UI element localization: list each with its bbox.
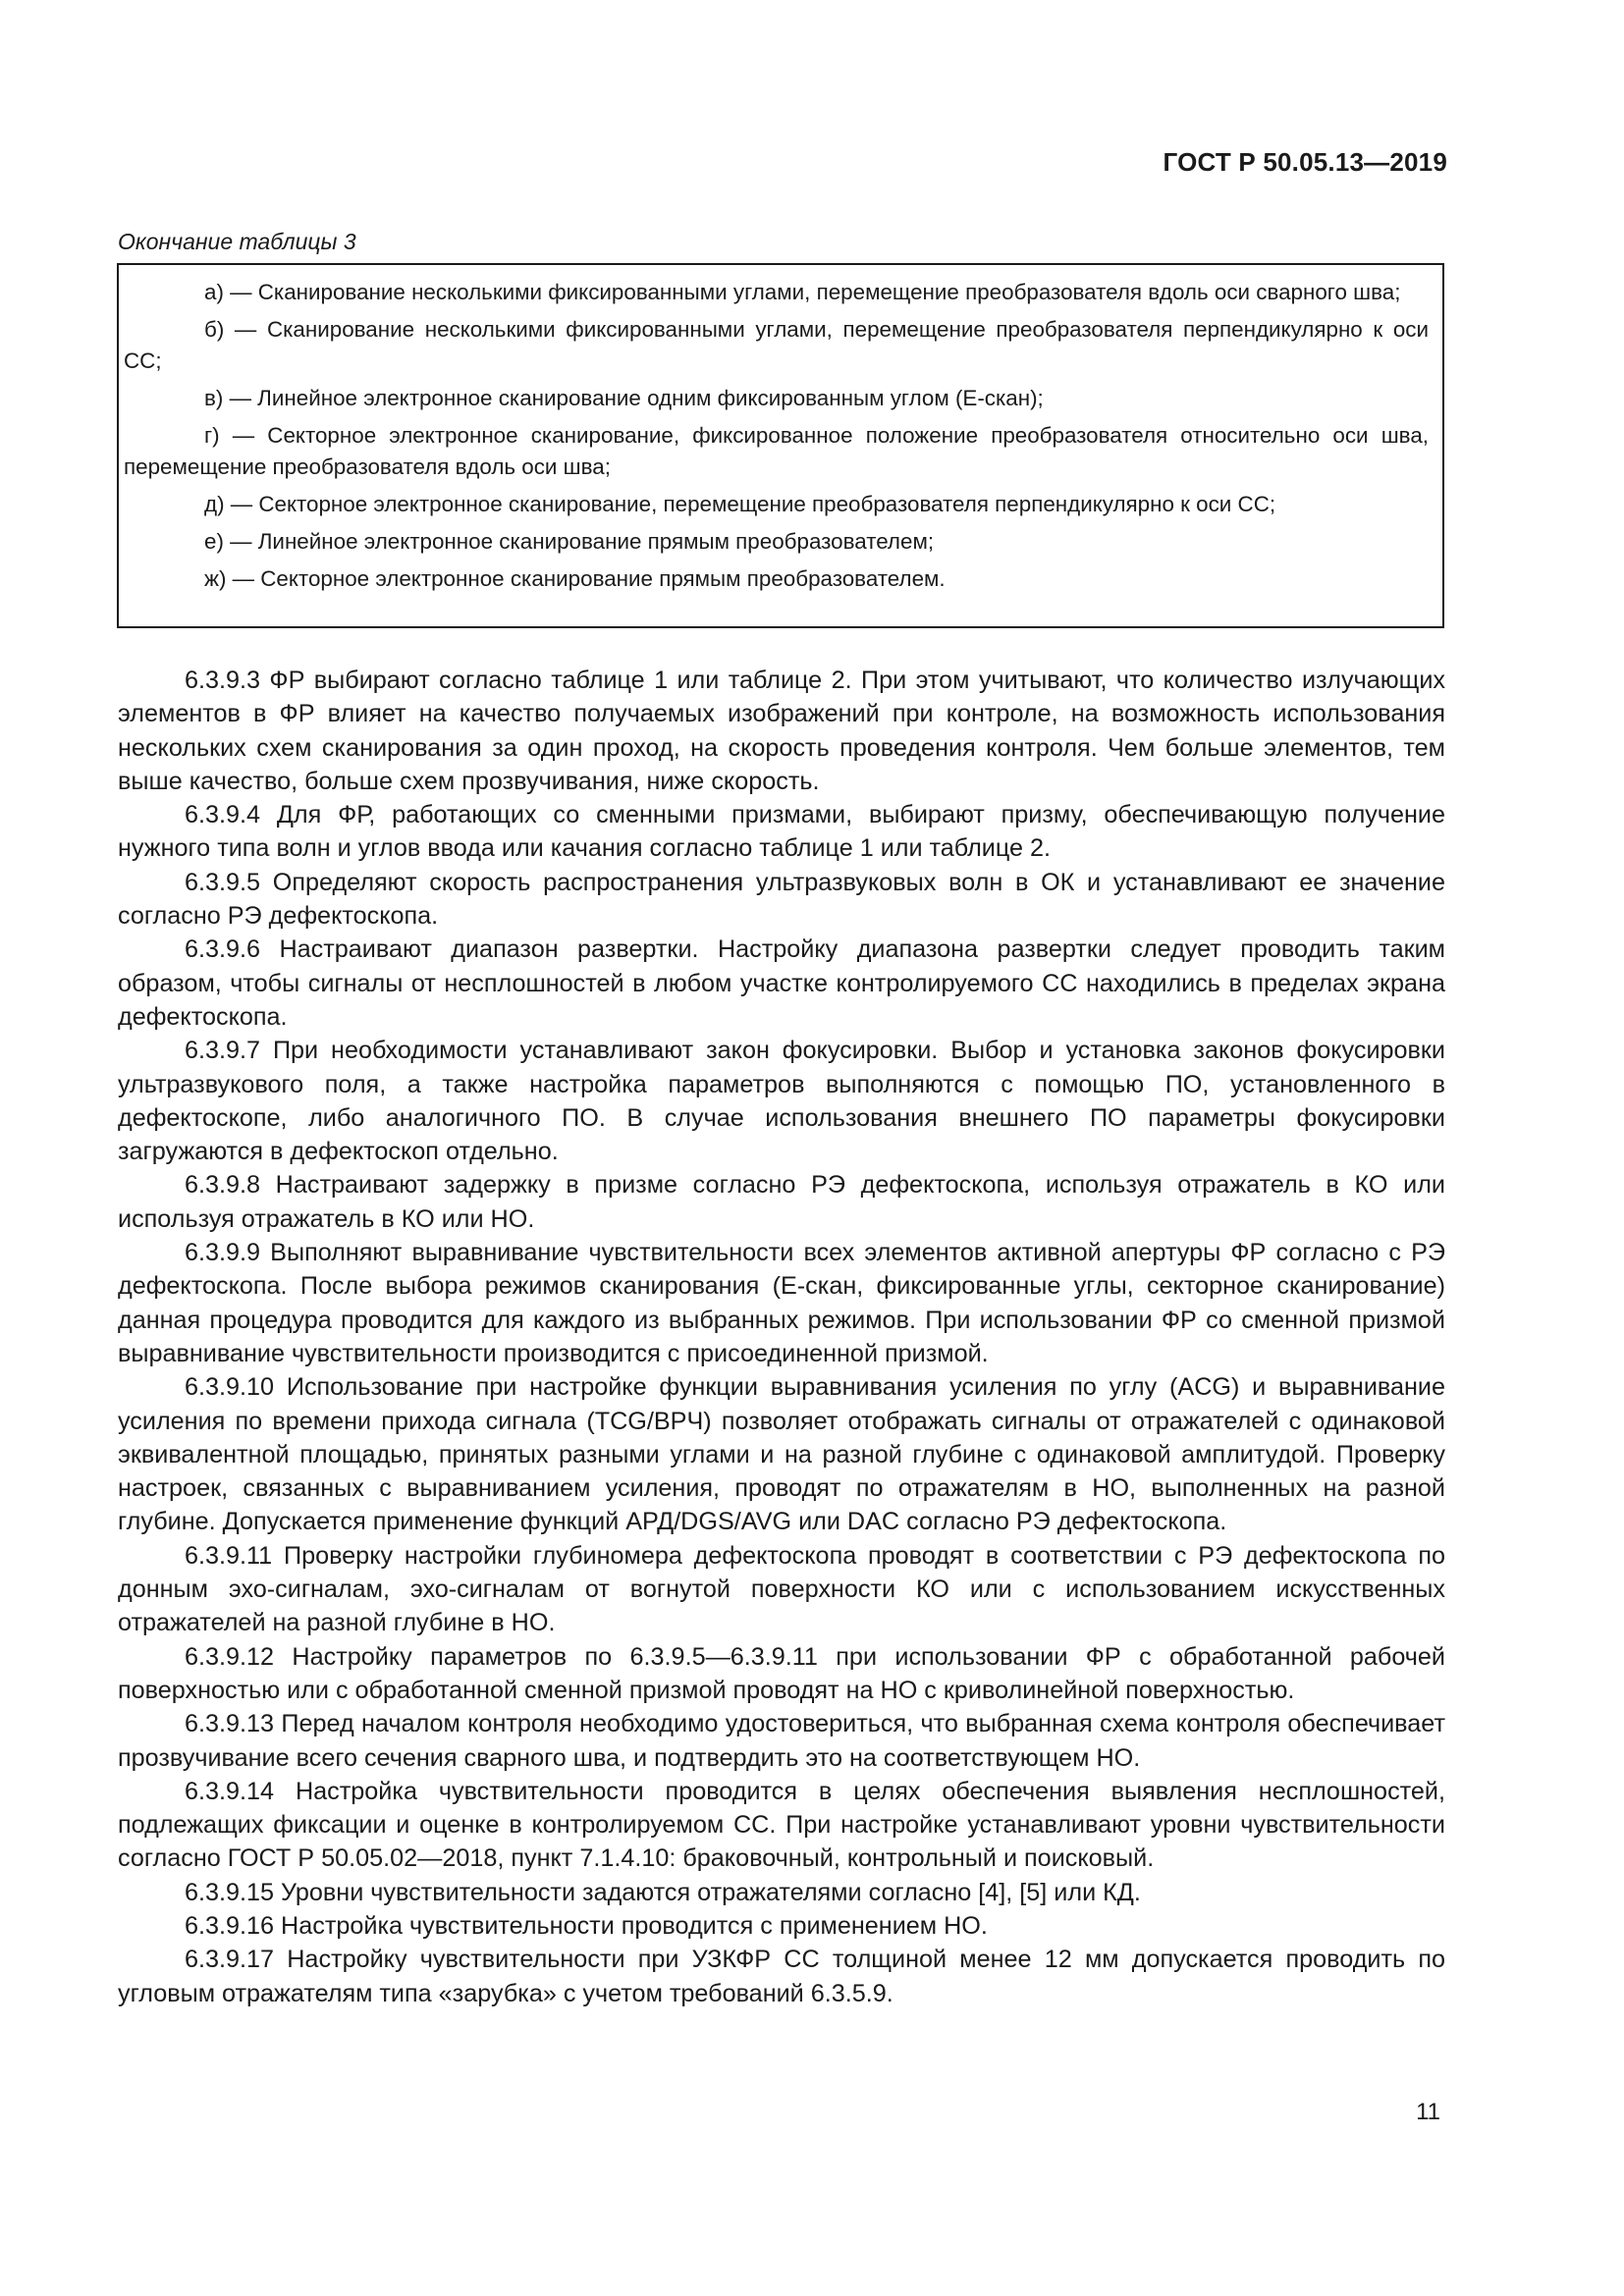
table-item: а) — Сканирование несколькими фиксированными углами, перемещение преобразователя вдоль оси сварного шва;	[204, 280, 1401, 304]
page-number: 11	[1416, 2099, 1440, 2125]
table-item: д) — Секторное электронное сканирование, перемещение преобразователя перпендикулярно к оси СС;	[204, 492, 1276, 516]
paragraph-6-3-9-12: 6.3.9.12 Настройку параметров по 6.3.9.5—6.3.9.11 при использовании ФР с обработанной рабочей поверхностью или с обработанной сменной призмой проводят на НО с криволинейной поверхностью.	[118, 1642, 1445, 1704]
table-item: б) — Сканирование несколькими фиксированными углами, перемещение преобразователя перпендикулярно к оси СС;	[124, 317, 1429, 373]
table-item: е) — Линейное электронное сканирование прямым преобразователем;	[204, 529, 935, 554]
paragraph-6-3-9-3: 6.3.9.3 ФР выбирают согласно таблице 1 или таблице 2. При этом учитывают, что количество излучающих элементов в ФР влияет на качество получаемых изображений при контроле, на возможность использования нескольких схем сканирования за один проход, на скорость проведения контроля. Чем больше элементов, тем выше качество, больше схем прозвучивания, ниже скорость.	[118, 667, 1445, 795]
paragraph-6-3-9-8: 6.3.9.8 Настраивают задержку в призме согласно РЭ дефектоскопа, используя отражатель в КО или используя отражатель в КО или НО.	[118, 1171, 1445, 1233]
paragraph-6-3-9-16: 6.3.9.16 Настройка чувствительности проводится с применением НО.	[185, 1911, 988, 1940]
paragraph-6-3-9-17: 6.3.9.17 Настройку чувствительности при УЗКФР СС толщиной менее 12 мм допускается проводить по угловым отражателям типа «зарубка» с учетом требований 6.3.5.9.	[118, 1946, 1445, 2007]
paragraph-6-3-9-5: 6.3.9.5 Определяют скорость распространения ультразвуковых волн в ОК и устанавливают ее значение согласно РЭ дефектоскопа.	[118, 868, 1445, 931]
table-item: г) — Секторное электронное сканирование, фиксированное положение преобразователя относительно оси шва, перемещение преобразователя вдоль оси шва;	[124, 423, 1429, 479]
paragraph-6-3-9-4: 6.3.9.4 Для ФР, работающих со сменными призмами, выбирают призму, обеспечивающую получение нужного типа волн и углов ввода или качания согласно таблице 1 или таблице 2.	[118, 801, 1445, 863]
table-item: в) — Линейное электронное сканирование одним фиксированным углом (Е-скан);	[204, 386, 1044, 410]
paragraph-6-3-9-14: 6.3.9.14 Настройка чувствительности проводится в целях обеспечения выявления несплошностей, подлежащих фиксации и оценке в контролируемом СС. При настройке устанавливают уровни чувствительности согласно ГОСТ Р 50.05.02—2018, пункт 7.1.4.10: браковочный, контрольный и поисковый.	[118, 1777, 1445, 1873]
paragraph-6-3-9-9: 6.3.9.9 Выполняют выравнивание чувствительности всех элементов активной апертуры ФР согласно с РЭ дефектоскопа. После выбора режимов сканирования (Е-скан, фиксированные углы, секторное сканирование) данная процедура проводится для каждого из выбранных режимов. При использовании ФР со сменной призмой выравнивание чувствительности производится с присоединенной призмой.	[118, 1239, 1445, 1367]
table-3-continuation	[117, 263, 1444, 628]
paragraph-6-3-9-11: 6.3.9.11 Проверку настройки глубиномера дефектоскопа проводят в соответствии с РЭ дефектоскопа по донным эхо-сигналам, эхо-сигналам от вогнутой поверхности КО или с использованием искусственных отражателей на разной глубине в НО.	[118, 1541, 1445, 1637]
paragraph-6-3-9-6: 6.3.9.6 Настраивают диапазон развертки. Настройку диапазона развертки следует проводить таким образом, чтобы сигналы от несплошностей в любом участке контролируемого СС находились в пределах экрана дефектоскопа.	[118, 935, 1445, 1031]
body-text	[118, 664, 1445, 2010]
table-item: ж) — Секторное электронное сканирование прямым преобразователем.	[204, 566, 946, 591]
paragraph-6-3-9-13: 6.3.9.13 Перед началом контроля необходимо удостовериться, что выбранная схема контроля обеспечивает прозвучивание всего сечения сварного шва, и подтвердить это на соответствующем НО.	[118, 1710, 1445, 1772]
paragraph-6-3-9-7: 6.3.9.7 При необходимости устанавливают закон фокусировки. Выбор и установка законов фокусировки ультразвукового поля, а также настройка параметров выполняются с помощью ПО, установленного в дефектоскопе, либо аналогичного ПО. В случае использования внешнего ПО параметры фокусировки загружаются в дефектоскоп отдельно.	[118, 1037, 1445, 1166]
paragraph-6-3-9-15: 6.3.9.15 Уровни чувствительности задаются отражателями согласно [4], [5] или КД.	[185, 1878, 1141, 1906]
table-caption: Окончание таблицы 3	[118, 229, 356, 254]
paragraph-6-3-9-10: 6.3.9.10 Использование при настройке функции выравнивания усиления по углу (ACG) и выравнивание усиления по времени прихода сигнала (TCG/ВРЧ) позволяет отображать сигналы от отражателей с одинаковой эквивалентной площадью, принятых разными углами и на разной глубине с одинаковой амплитудой. Проверку настроек, связанных с выравниванием усиления, проводят по отражателям в НО, выполненных на разной глубине. Допускается применение функций АРД/DGS/AVG или DAC согласно РЭ дефектоскопа.	[118, 1373, 1445, 1536]
document-code: ГОСТ Р 50.05.13—2019	[1163, 147, 1447, 177]
